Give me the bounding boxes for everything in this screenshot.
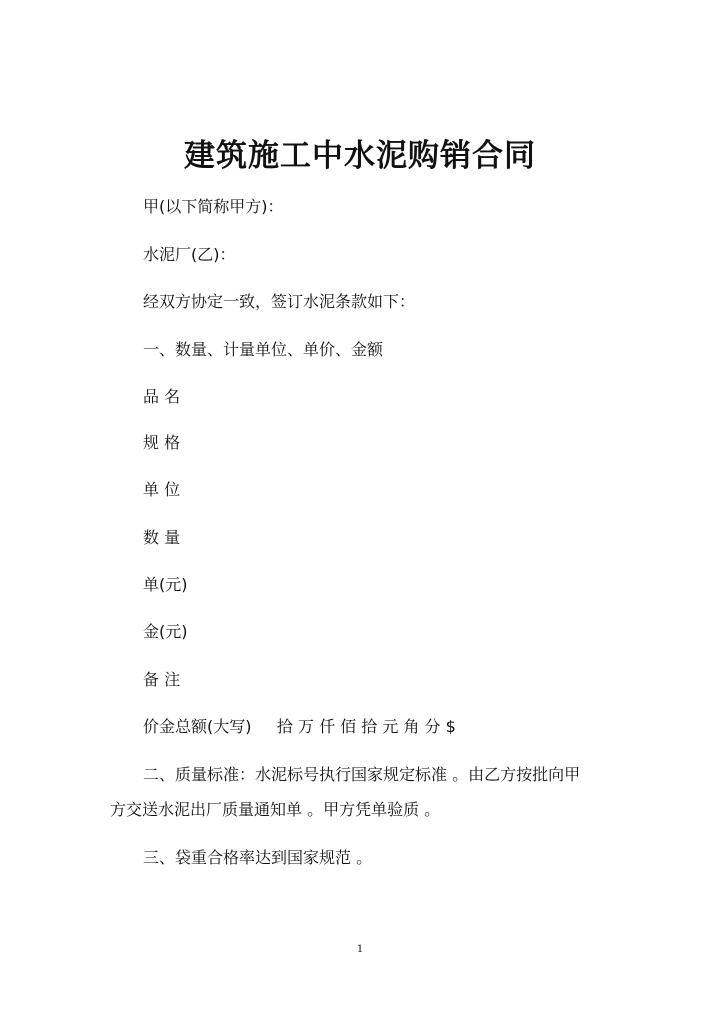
field-amount: 金(元) [143,622,188,641]
agreement-intro: 经双方协定一致，签订水泥条款如下： [143,292,416,311]
section-1-heading: 一、数量、计量单位、单价、金额 [143,340,384,359]
field-quantity: 数 量 [143,528,181,547]
section-2-line-1: 二、质量标准：水泥标号执行国家规定标准 。由乙方按批向甲 [143,765,581,784]
page-number: 1 [356,944,364,955]
document-title: 建筑施工中水泥购销合同 [184,138,536,174]
section-3-line: 三、袋重合格率达到国家规范 。 [143,848,373,867]
section-2-line-2: 方交送水泥出厂质量通知单 。甲方凭单验质 。 [110,800,441,819]
party-b-line: 水泥厂(乙)： [143,245,236,264]
total-amount-line: 价金总额(大写) 拾 万 仟 佰 拾 元 角 分 $ [143,717,456,736]
field-spec: 规 格 [143,433,181,452]
party-a-line: 甲(以下简称甲方)： [143,197,284,216]
field-unit: 单 位 [143,480,181,499]
field-remarks: 备 注 [143,670,181,689]
field-product-name: 品 名 [143,387,181,406]
field-unit-price: 单(元) [143,575,188,594]
